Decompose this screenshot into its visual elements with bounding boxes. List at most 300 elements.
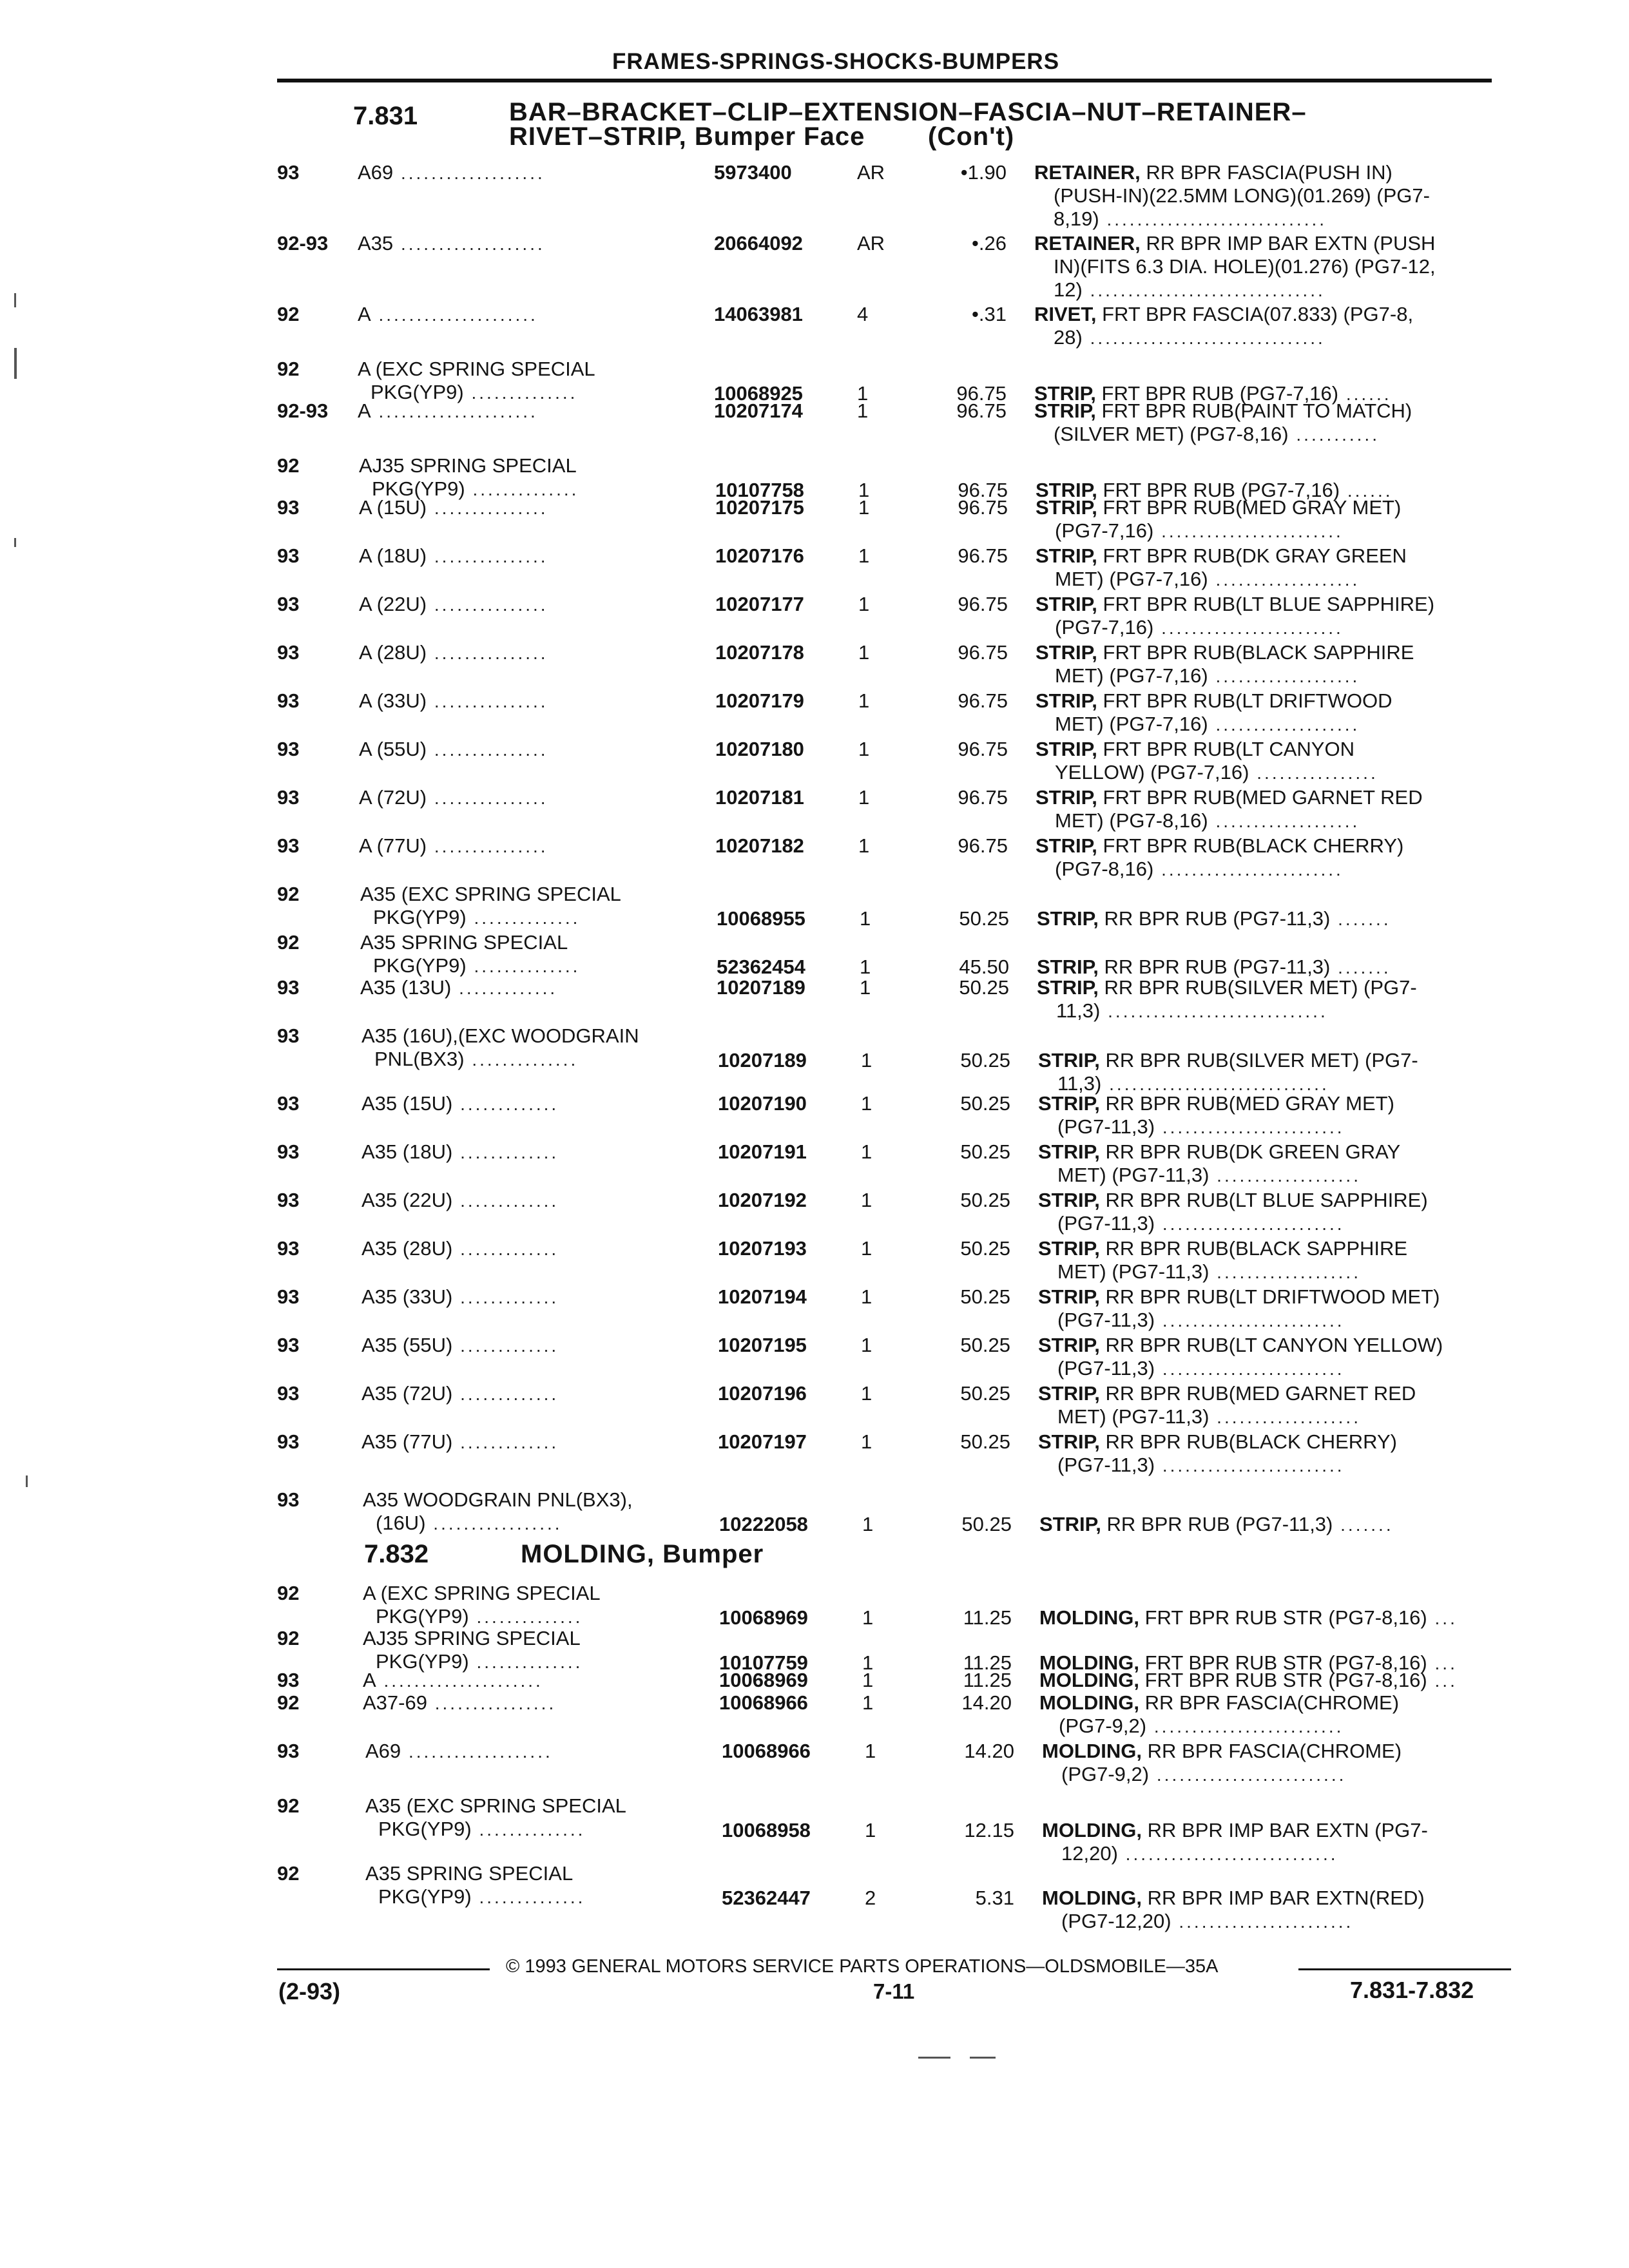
leader-dots: ....... <box>1330 957 1391 977</box>
unit-price: 96.75 <box>958 479 1008 501</box>
model-year: 92 <box>277 454 300 477</box>
leader-dots: ............. <box>452 1384 559 1404</box>
part-number: 52362447 <box>722 1887 811 1909</box>
description-line <box>1034 423 1498 446</box>
unit-price: 96.75 <box>958 689 1008 712</box>
model-year: 93 <box>277 1334 300 1356</box>
model-text: A ..................... <box>363 1669 543 1691</box>
description-text: (PG7-9,2) <box>1061 1763 1150 1785</box>
description-line <box>1038 1260 1502 1283</box>
model-cell <box>359 544 548 568</box>
description-text: RR BPR RUB (PG7-11,3) <box>1104 956 1331 978</box>
quantity: 1 <box>857 399 869 422</box>
part-number: 10068925 <box>714 382 803 405</box>
description-line <box>1034 207 1498 231</box>
leader-dots: ..................... <box>376 1671 543 1691</box>
model-text: A ..................... <box>358 303 538 325</box>
model-text: AJ35 SPRING SPECIAL <box>363 1627 581 1649</box>
part-name: MOLDING, <box>1039 1651 1139 1674</box>
leader-dots: ......................... <box>1146 1716 1344 1736</box>
model-cell <box>358 358 595 404</box>
quantity: 1 <box>858 496 870 519</box>
description-text: FRT BPR RUB(DK GRAY GREEN <box>1103 544 1407 567</box>
part-number: 20664092 <box>714 232 803 255</box>
part-name: STRIP, <box>1038 1049 1100 1072</box>
model-text: A69 ................... <box>358 161 545 184</box>
leader-dots: ................... <box>401 1742 553 1762</box>
footer-section-range: 7.831-7.832 <box>1350 1977 1474 2003</box>
part-name: MOLDING, <box>1039 1606 1139 1629</box>
part-description <box>1042 1819 1506 1865</box>
description-text: FRT BPR RUB(LT DRIFTWOOD <box>1103 689 1393 712</box>
part-name: STRIP, <box>1036 593 1097 615</box>
quantity: 1 <box>858 479 870 501</box>
description-line <box>1034 184 1498 207</box>
part-name: STRIP, <box>1036 641 1097 664</box>
description-line <box>1038 1092 1502 1115</box>
model-text: A35 (55U) ............. <box>361 1334 559 1356</box>
description-text: FRT BPR RUB(MED GRAY MET) <box>1103 496 1402 519</box>
leader-dots: ............... <box>427 498 548 518</box>
leader-dots: ...... <box>1338 384 1392 404</box>
description-line <box>1036 786 1499 809</box>
leader-dots: ...... <box>1340 481 1393 501</box>
part-description <box>1038 1049 1502 1095</box>
unit-price: 50.25 <box>959 976 1009 999</box>
model-text: PKG(YP9) .............. <box>376 1605 583 1628</box>
description-line <box>1042 1819 1506 1842</box>
part-number: 10107758 <box>715 479 804 501</box>
description-line <box>1036 519 1499 543</box>
part-number: 10068969 <box>719 1669 808 1691</box>
leader-dots: ............... <box>427 643 548 663</box>
part-number: 52362454 <box>717 956 805 978</box>
unit-price: 50.25 <box>960 1237 1010 1260</box>
quantity: 1 <box>861 1382 872 1405</box>
model-text: A35 (72U) ............. <box>361 1382 559 1405</box>
description-text: RR BPR RUB (PG7-11,3) <box>1106 1513 1333 1535</box>
leader-dots: ............. <box>452 1287 559 1307</box>
model-year: 92 <box>277 1691 300 1714</box>
description-line <box>1034 303 1498 326</box>
part-number: 14063981 <box>714 303 803 325</box>
scan-speck <box>14 348 17 379</box>
leader-dots: ............................. <box>1101 1074 1329 1094</box>
description-text: RR BPR RUB(DK GREEN GRAY <box>1105 1140 1401 1163</box>
model-text: A (18U) ............... <box>359 544 548 567</box>
part-description <box>1038 1237 1502 1283</box>
leader-dots: ....................... <box>1171 1912 1354 1932</box>
part-name: STRIP, <box>1036 496 1097 519</box>
model-cell <box>360 976 557 999</box>
description-text: FRT BPR RUB STR (PG7-8,16) <box>1144 1651 1427 1674</box>
leader-dots: ... <box>1427 1653 1458 1673</box>
description-text: RR BPR RUB(LT BLUE SAPPHIRE) <box>1105 1189 1428 1211</box>
quantity: 1 <box>858 786 870 809</box>
quantity: 1 <box>861 1237 872 1260</box>
part-name: MOLDING, <box>1039 1691 1139 1714</box>
model-cell <box>359 454 579 501</box>
part-number: 10207180 <box>715 738 804 760</box>
part-name: RETAINER, <box>1034 161 1141 184</box>
description-text: MET) (PG7-8,16) <box>1055 809 1208 832</box>
description-line <box>1038 1309 1502 1332</box>
part-number: 5973400 <box>714 161 792 184</box>
unit-price: 96.75 <box>958 544 1008 567</box>
leader-dots: ............. <box>452 1191 559 1211</box>
leader-dots: .............. <box>466 908 581 928</box>
part-number: 10207177 <box>715 593 804 615</box>
part-number: 10207192 <box>718 1189 807 1211</box>
leader-dots: .............. <box>471 1887 586 1907</box>
description-line <box>1034 255 1498 278</box>
unit-price: 96.75 <box>958 593 1008 615</box>
quantity: 4 <box>857 303 869 325</box>
unit-price: 45.50 <box>959 956 1009 978</box>
leader-dots: ....... <box>1333 1515 1394 1535</box>
quantity: 1 <box>857 382 869 405</box>
part-description <box>1036 496 1499 543</box>
part-name: MOLDING, <box>1042 1819 1142 1841</box>
part-description <box>1034 303 1498 349</box>
model-year: 93 <box>277 1382 300 1405</box>
model-year: 92 <box>277 1627 300 1649</box>
part-number: 10222058 <box>719 1513 808 1535</box>
part-name: STRIP, <box>1039 1513 1101 1535</box>
leader-dots: ............. <box>452 1432 559 1452</box>
model-cell <box>358 232 545 255</box>
description-text: RR BPR FASCIA(CHROME) <box>1144 1691 1400 1714</box>
model-text: PKG(YP9) .............. <box>378 1818 586 1840</box>
unit-price: 96.75 <box>956 382 1007 405</box>
part-name: STRIP, <box>1036 544 1097 567</box>
leader-dots: ............. <box>451 978 558 998</box>
part-number: 10207197 <box>718 1430 807 1453</box>
quantity: 1 <box>861 1189 872 1211</box>
unit-price: 14.20 <box>964 1740 1014 1762</box>
unit-price: 96.75 <box>958 834 1008 857</box>
part-name: STRIP, <box>1038 1092 1100 1115</box>
leader-dots: ............... <box>427 836 548 856</box>
description-line <box>1036 809 1499 832</box>
description-text: RR BPR RUB(BLACK SAPPHIRE <box>1105 1237 1408 1260</box>
model-year: 93 <box>277 689 300 712</box>
leader-dots: ........................ <box>1153 521 1344 541</box>
description-line <box>1036 544 1499 568</box>
model-year: 93 <box>277 496 300 519</box>
quantity: AR <box>857 232 885 255</box>
description-line <box>1037 999 1501 1023</box>
model-cell <box>359 834 548 858</box>
description-text: FRT BPR RUB(BLACK CHERRY) <box>1103 834 1404 857</box>
unit-price: 50.25 <box>960 1092 1010 1115</box>
unit-price: 50.25 <box>961 1513 1012 1535</box>
description-line <box>1039 1669 1503 1692</box>
leader-dots: ........................ <box>1155 1359 1345 1379</box>
description-text: FRT BPR RUB(LT CANYON <box>1103 738 1354 760</box>
model-year: 93 <box>277 786 300 809</box>
leader-dots: ... <box>1427 1608 1458 1628</box>
part-description <box>1038 1092 1502 1139</box>
part-description <box>1038 1285 1502 1332</box>
model-year: 93 <box>277 834 300 857</box>
leader-dots: ............... <box>427 740 548 760</box>
unit-price: 50.25 <box>960 1285 1010 1308</box>
description-line <box>1039 1606 1503 1629</box>
model-cell <box>365 1740 553 1763</box>
part-name: STRIP, <box>1036 689 1097 712</box>
description-line <box>1036 761 1499 784</box>
model-year: 93 <box>277 1237 300 1260</box>
model-cell <box>361 1382 559 1405</box>
model-cell <box>365 1794 626 1841</box>
description-line <box>1036 858 1499 881</box>
description-line <box>1038 1164 1502 1187</box>
description-text: RR BPR FASCIA(PUSH IN) <box>1146 161 1393 184</box>
part-number: 10207190 <box>718 1092 807 1115</box>
part-number: 10068958 <box>722 1819 811 1841</box>
scan-speck <box>918 2057 950 2059</box>
quantity: 1 <box>861 1430 872 1453</box>
unit-price: •.31 <box>972 303 1007 325</box>
part-name: STRIP, <box>1037 956 1099 978</box>
part-description <box>1036 641 1499 687</box>
description-line <box>1038 1454 1502 1477</box>
model-text: A (EXC SPRING SPECIAL <box>358 358 595 380</box>
model-text: A (77U) ............... <box>359 834 548 857</box>
unit-price: 50.25 <box>960 1189 1010 1211</box>
model-text: A35 (EXC SPRING SPECIAL <box>360 883 621 905</box>
description-line <box>1042 1887 1506 1910</box>
page-header-title: FRAMES-SPRINGS-SHOCKS-BUMPERS <box>612 49 1060 74</box>
model-year: 92-93 <box>277 232 329 255</box>
description-text: RR BPR RUB(BLACK CHERRY) <box>1105 1430 1397 1453</box>
description-text: RR BPR RUB(SILVER MET) (PG7- <box>1105 1049 1418 1072</box>
model-year: 92 <box>277 883 300 905</box>
header-rule <box>277 79 1492 82</box>
description-line <box>1042 1910 1506 1933</box>
leader-dots: ............................ <box>1117 1844 1338 1864</box>
description-text: IN)(FITS 6.3 DIA. HOLE)(01.276) (PG7-12, <box>1054 255 1436 278</box>
leader-dots: .............. <box>466 956 581 976</box>
description-line <box>1039 1691 1503 1715</box>
model-year: 93 <box>277 976 300 999</box>
part-name: MOLDING, <box>1039 1669 1139 1691</box>
model-year: 92 <box>277 1862 300 1885</box>
description-text: RR BPR IMP BAR EXTN (PG7- <box>1147 1819 1428 1841</box>
part-description <box>1042 1887 1506 1933</box>
leader-dots: ............................... <box>1082 328 1325 348</box>
leader-dots: ............................. <box>1099 209 1327 229</box>
description-line <box>1037 976 1501 999</box>
model-cell <box>360 931 580 977</box>
description-line <box>1036 593 1499 616</box>
leader-dots: ........... <box>1288 425 1380 445</box>
quantity: 1 <box>858 738 870 760</box>
leader-dots: ........................ <box>1153 860 1344 879</box>
leader-dots: ........................ <box>1155 1311 1345 1331</box>
leader-dots: ............. <box>452 1336 559 1356</box>
section-title-line1: BAR–BRACKET–CLIP–EXTENSION–FASCIA–NUT–RETAINER– <box>509 98 1307 126</box>
description-line <box>1042 1740 1506 1763</box>
model-cell <box>361 1024 639 1071</box>
quantity: 1 <box>861 1334 872 1356</box>
unit-price: 50.25 <box>960 1140 1010 1163</box>
model-text: A35 (15U) ............. <box>361 1092 559 1115</box>
part-number: 10207174 <box>714 399 803 422</box>
leader-dots: ............. <box>452 1142 559 1162</box>
leader-dots: ................... <box>1208 666 1360 686</box>
description-text: FRT BPR RUB(MED GARNET RED <box>1103 786 1423 809</box>
part-number: 10068955 <box>717 907 805 930</box>
description-text: RR BPR RUB(SILVER MET) (PG7- <box>1104 976 1417 999</box>
description-line <box>1036 713 1499 736</box>
part-number: 10207193 <box>718 1237 807 1260</box>
model-cell <box>361 1092 559 1115</box>
quantity: 1 <box>865 1740 876 1762</box>
part-number: 10107759 <box>719 1651 808 1674</box>
description-line <box>1038 1237 1502 1260</box>
footer-rule-right <box>1298 1968 1511 1970</box>
description-text: (SILVER MET) (PG7-8,16) <box>1054 423 1289 445</box>
model-year: 93 <box>277 1024 300 1047</box>
model-year: 93 <box>277 161 300 184</box>
description-text: (PUSH-IN)(22.5MM LONG)(01.269) (PG7- <box>1054 184 1430 207</box>
model-cell <box>363 1582 601 1628</box>
part-description <box>1039 1691 1503 1738</box>
part-number: 10207178 <box>715 641 804 664</box>
part-number: 10207176 <box>715 544 804 567</box>
description-text: RR BPR IMP BAR EXTN (PUSH <box>1146 232 1436 255</box>
unit-price: 50.25 <box>960 1382 1010 1405</box>
unit-price: 14.20 <box>961 1691 1012 1714</box>
description-line <box>1036 568 1499 591</box>
model-text: PKG(YP9) .............. <box>373 906 581 928</box>
model-cell <box>361 1189 559 1212</box>
model-text: A (55U) ............... <box>359 738 548 760</box>
description-line <box>1034 326 1498 349</box>
leader-dots: ......................... <box>1149 1765 1347 1785</box>
model-cell <box>361 1285 559 1309</box>
description-line <box>1038 1334 1502 1357</box>
description-line <box>1036 738 1499 761</box>
leader-dots: .............. <box>468 1652 583 1672</box>
part-name: STRIP, <box>1038 1382 1100 1405</box>
model-cell <box>365 1862 585 1908</box>
model-cell <box>363 1691 556 1715</box>
description-text: (PG7-12,20) <box>1061 1910 1171 1932</box>
leader-dots: ........................ <box>1153 618 1344 638</box>
model-text: A35 ................... <box>358 232 545 255</box>
part-number: 10207182 <box>715 834 804 857</box>
model-text: A35 (28U) ............. <box>361 1237 559 1260</box>
section-continued: (Con't) <box>928 122 1015 151</box>
model-text: AJ35 SPRING SPECIAL <box>359 454 577 477</box>
description-text: FRT BPR RUB(LT BLUE SAPPHIRE) <box>1103 593 1435 615</box>
section-title-line2: RIVET–STRIP, Bumper Face <box>509 122 865 151</box>
part-number: 10207175 <box>715 496 804 519</box>
model-cell <box>363 1627 583 1673</box>
part-description <box>1038 1430 1502 1477</box>
part-name: STRIP, <box>1034 399 1096 422</box>
leader-dots: ............... <box>427 595 548 615</box>
quantity: 1 <box>861 1092 872 1115</box>
part-number: 10068969 <box>719 1606 808 1629</box>
part-name: RIVET, <box>1034 303 1097 325</box>
quantity: 1 <box>860 907 871 930</box>
model-text: A (72U) ............... <box>359 786 548 809</box>
leader-dots: ................... <box>1209 1262 1361 1282</box>
quantity: 1 <box>861 1285 872 1308</box>
leader-dots: ................... <box>1208 715 1360 735</box>
description-line <box>1038 1140 1502 1164</box>
quantity: 1 <box>858 834 870 857</box>
unit-price: 50.25 <box>960 1049 1010 1072</box>
unit-price: 50.25 <box>960 1334 1010 1356</box>
unit-price: •1.90 <box>960 161 1007 184</box>
scan-speck <box>970 2057 996 2059</box>
unit-price: 5.31 <box>975 1887 1014 1909</box>
leader-dots: ..................... <box>371 401 538 421</box>
quantity: 1 <box>862 1691 874 1714</box>
part-number: 10207194 <box>718 1285 807 1308</box>
description-text: (PG7-7,16) <box>1055 519 1154 542</box>
leader-dots: ................ <box>427 1693 557 1713</box>
model-cell <box>359 593 548 616</box>
part-number: 10207189 <box>717 976 805 999</box>
part-number: 10207191 <box>718 1140 807 1163</box>
model-cell <box>359 689 548 713</box>
model-text: A (EXC SPRING SPECIAL <box>363 1582 601 1604</box>
description-text: FRT BPR RUB(PAINT TO MATCH) <box>1101 399 1412 422</box>
part-description <box>1036 738 1499 784</box>
part-description <box>1038 1189 1502 1235</box>
part-description <box>1034 399 1498 446</box>
model-text: A35 (77U) ............. <box>361 1430 559 1453</box>
part-description <box>1036 593 1499 639</box>
description-text: 11,3) <box>1056 999 1101 1022</box>
quantity: 1 <box>860 976 871 999</box>
part-number: 10207181 <box>715 786 804 809</box>
leader-dots: .............. <box>464 1050 579 1070</box>
quantity: AR <box>857 161 885 184</box>
model-text: A35 (18U) ............. <box>361 1140 559 1163</box>
part-name: STRIP, <box>1036 738 1097 760</box>
part-number: 10207195 <box>718 1334 807 1356</box>
description-text: 28) <box>1054 326 1083 349</box>
footer-rule-left <box>277 1968 490 1970</box>
model-year: 92 <box>277 1582 300 1604</box>
description-line <box>1034 161 1498 184</box>
description-text: (PG7-11,3) <box>1057 1357 1155 1379</box>
description-line <box>1037 907 1501 930</box>
description-line <box>1036 616 1499 639</box>
part-name: STRIP, <box>1038 1140 1100 1163</box>
part-description <box>1037 956 1501 979</box>
description-text: RR BPR RUB(LT DRIFTWOOD MET) <box>1105 1285 1440 1308</box>
model-text: A35 (16U),(EXC WOODGRAIN <box>361 1024 639 1047</box>
model-cell <box>361 1334 559 1357</box>
model-text: PNL(BX3) .............. <box>374 1048 579 1070</box>
part-description <box>1036 834 1499 881</box>
description-text: (PG7-9,2) <box>1059 1715 1147 1737</box>
leader-dots: ............... <box>427 788 548 808</box>
description-line <box>1038 1115 1502 1139</box>
model-cell <box>360 883 621 929</box>
leader-dots: .............. <box>463 383 578 403</box>
part-description <box>1038 1140 1502 1187</box>
model-text: PKG(YP9) .............. <box>373 954 581 977</box>
